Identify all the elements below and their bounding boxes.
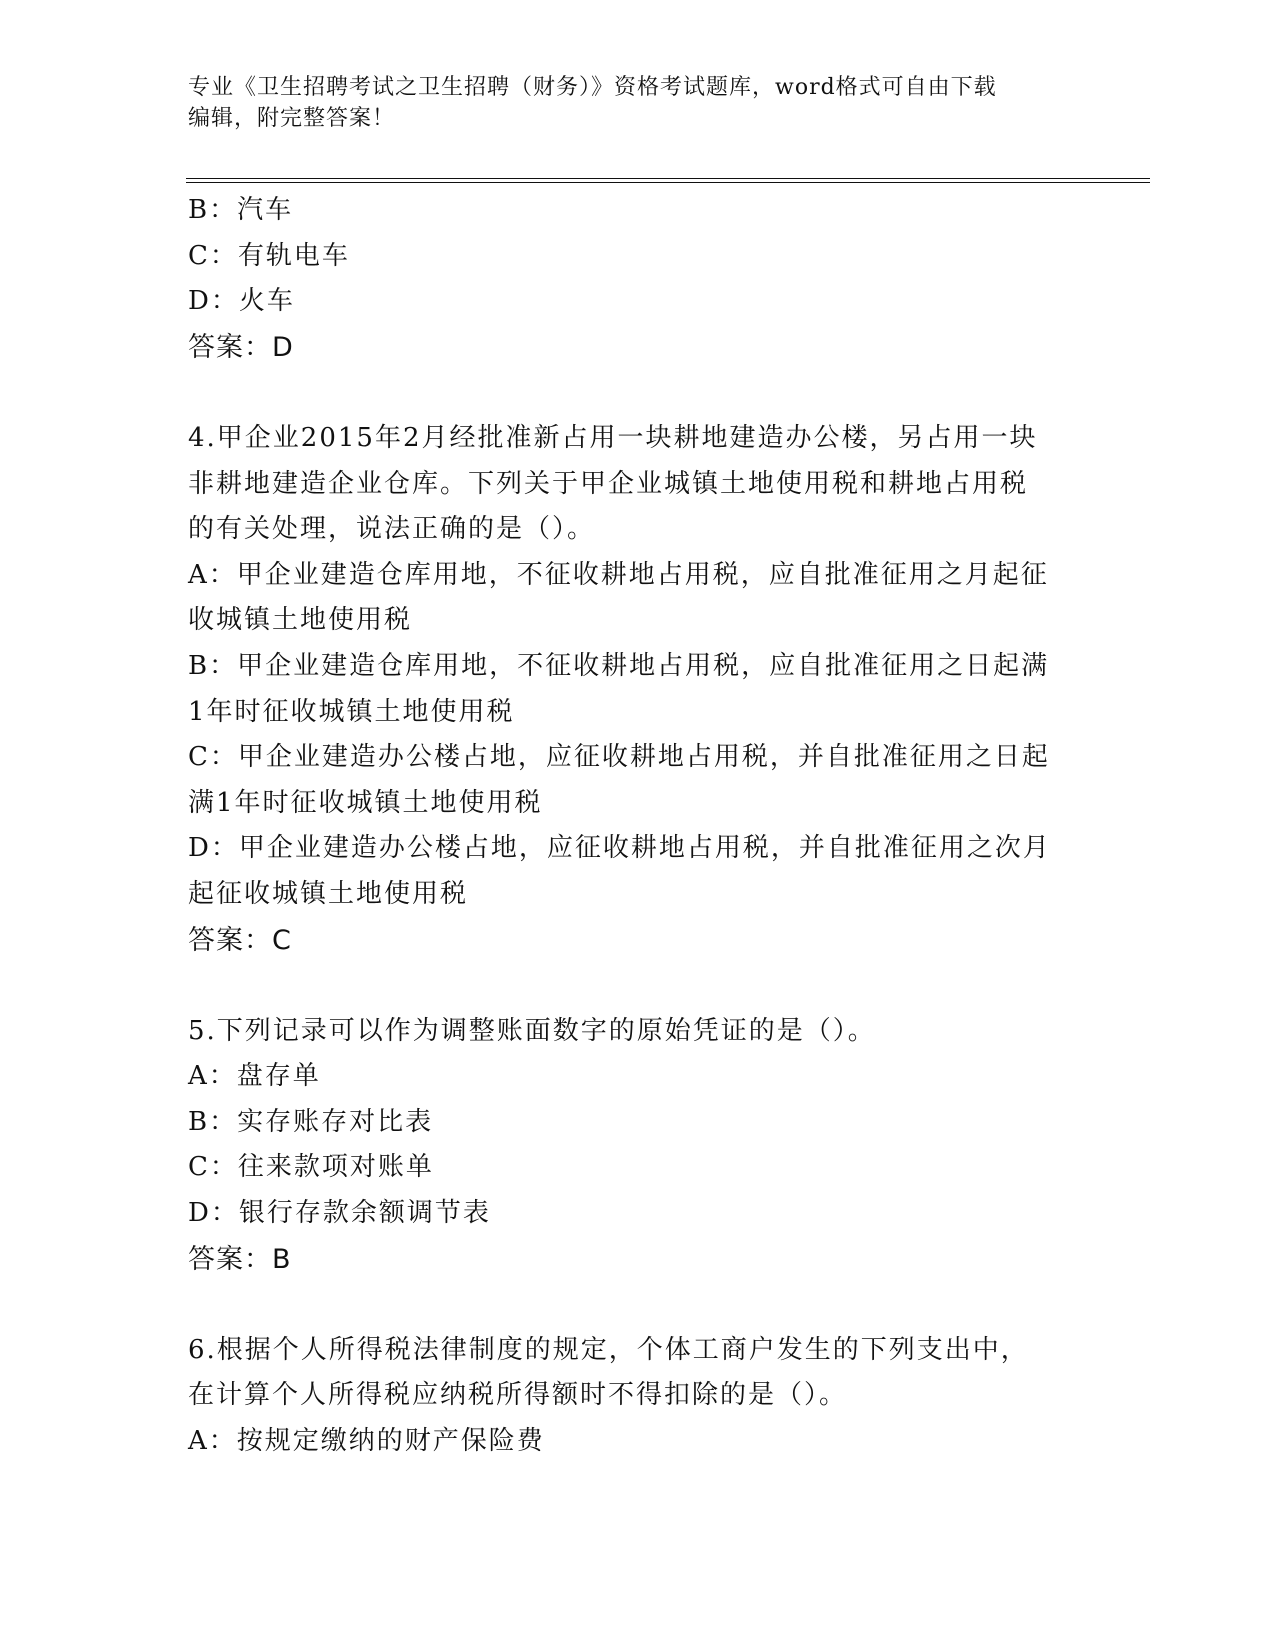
spacer (188, 1282, 1068, 1328)
document-header (188, 72, 1088, 134)
q4-option-b-line-1: B：甲企业建造仓库用地，不征收耕地占用税，应自批准征用之日起满 (188, 650, 1050, 681)
q6-stem-line-2: 在计算个人所得税应纳税所得额时不得扣除的是（）。 (188, 1380, 848, 1411)
question-4 (188, 416, 1068, 963)
q5-option-a: A：盘存单 (188, 1061, 321, 1092)
q3-option-b: B：汽车 (188, 195, 294, 225)
header-divider-top (186, 178, 1150, 179)
q4-option-d-line-2: 起征收城镇土地使用税 (188, 878, 469, 909)
q6-stem-line-1: 6.根据个人所得税法律制度的规定，个体工商户发生的下列支出中， (188, 1334, 1029, 1365)
header-divider-bottom (186, 182, 1150, 183)
q6-option-a: A：按规定缴纳的财产保险费 (188, 1426, 545, 1457)
q4-answer: 答案：C (188, 924, 292, 956)
q5-stem: 5.下列记录可以作为调整账面数字的原始凭证的是（）。 (188, 1015, 876, 1046)
question-6 (188, 1328, 1068, 1465)
q5-option-d: D：银行存款余额调节表 (188, 1198, 491, 1229)
spacer (188, 963, 1068, 1009)
q4-option-d-line-1: D：甲企业建造办公楼占地，应征收耕地占用税，并自批准征用之次月 (188, 833, 1051, 864)
q3-option-c: C：有轨电车 (188, 240, 350, 271)
q4-option-c-line-1: C：甲企业建造办公楼占地，应征收耕地占用税，并自批准征用之日起 (188, 742, 1050, 773)
q4-stem-line-1: 4.甲企业2015年2月经批准新占用一块耕地建造办公楼，另占用一块 (188, 422, 1038, 453)
q4-option-c-line-2: 满1年时征收城镇土地使用税 (188, 787, 543, 818)
question-5 (188, 1009, 1068, 1283)
q4-option-b-line-2: 1年时征收城镇土地使用税 (188, 696, 515, 727)
header-line-1: 专业《卫生招聘考试之卫生招聘（财务）》资格考试题库，word格式可自由下载 (188, 75, 997, 100)
question-3-tail (188, 188, 1068, 370)
question-content (188, 188, 1068, 1465)
q4-option-a-line-1: A：甲企业建造仓库用地，不征收耕地占用税，应自批准征用之月起征 (188, 559, 1049, 590)
q5-answer: 答案：B (188, 1243, 292, 1275)
spacer (188, 370, 1068, 416)
q3-option-d: D：火车 (188, 286, 295, 317)
q3-answer: 答案：D (188, 331, 294, 363)
q4-option-a-line-2: 收城镇土地使用税 (188, 605, 413, 636)
q5-option-c: C：往来款项对账单 (188, 1152, 434, 1183)
q4-stem-line-3: 的有关处理，说法正确的是（）。 (188, 514, 596, 545)
q5-option-b: B：实存账存对比表 (188, 1106, 434, 1137)
header-line-2: 编辑，附完整答案！ (188, 106, 396, 131)
q4-stem-line-2: 非耕地建造企业仓库。下列关于甲企业城镇土地使用税和耕地占用税 (188, 468, 1029, 499)
